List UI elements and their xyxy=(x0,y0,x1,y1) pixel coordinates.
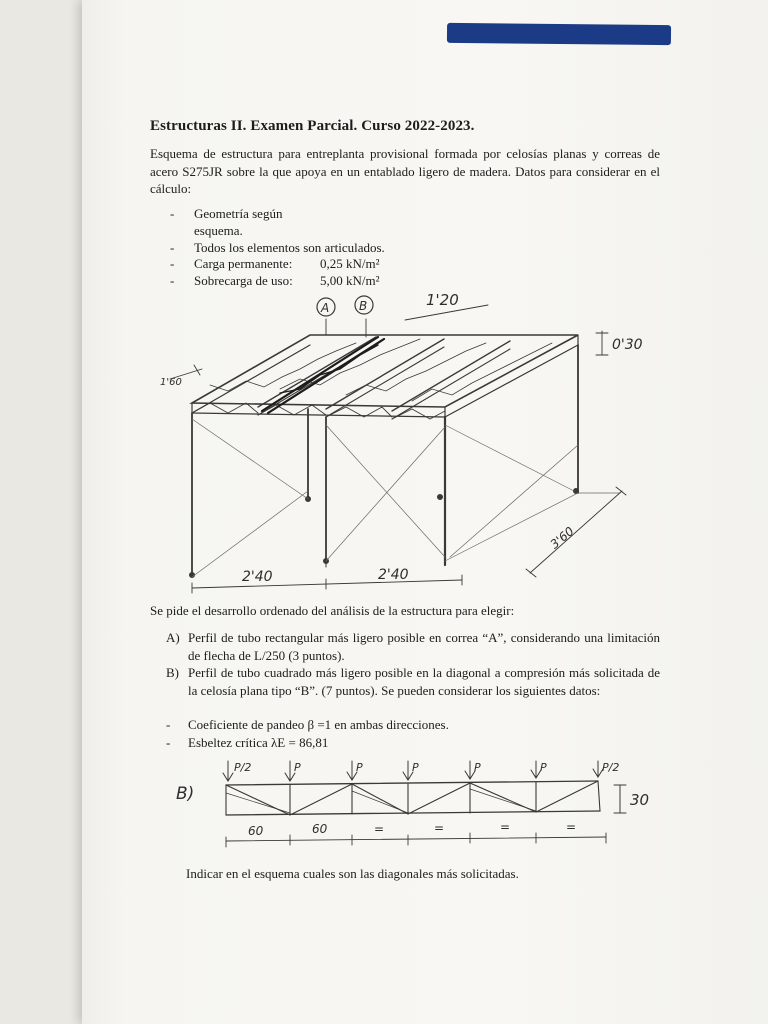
data-item-label: Carga permanente: xyxy=(194,256,293,272)
data-item xyxy=(170,256,385,273)
data-item-value: 5,00 kN/m² xyxy=(320,273,380,289)
dim-top: 1'20 xyxy=(426,291,459,309)
requirement-text: Perfil de tubo cuadrado más ligero posible en la diagonal a compresión más solicitada de la celosía plana tipo “B”. (7 puntos). Se pueden considerar los siguientes datos: xyxy=(188,665,660,698)
requirements-list xyxy=(166,629,660,699)
load-label: P/2 xyxy=(602,761,620,774)
span-dim: = xyxy=(566,820,577,834)
extra-data-list xyxy=(166,716,449,751)
truss-b-sketch xyxy=(170,755,680,855)
span-dim: = xyxy=(374,822,385,836)
load-label: P xyxy=(540,761,547,774)
dim-left: 1'60 xyxy=(160,377,182,388)
data-item-value: 0,25 kN/m² xyxy=(320,256,380,272)
data-item-label: Sobrecarga de uso: xyxy=(194,273,293,289)
load-label: P/2 xyxy=(234,761,252,774)
dim-height: 0'30 xyxy=(612,337,643,353)
extra-item: - Esbeltez crítica λE = 86,81 xyxy=(166,734,449,752)
requirement-label: A) xyxy=(166,630,180,645)
span-dim: 60 xyxy=(248,824,264,838)
label-b: B xyxy=(359,299,368,313)
top-frame xyxy=(192,335,578,407)
span-dim: 60 xyxy=(312,822,328,836)
data-list xyxy=(170,206,385,290)
dim-span-1: 2'40 xyxy=(242,569,273,585)
data-item-label: Geometría según esquema. xyxy=(194,206,283,238)
load-label: P xyxy=(356,761,363,774)
data-item xyxy=(170,240,385,257)
truss-height: 30 xyxy=(630,791,650,809)
data-item xyxy=(170,206,385,240)
closing-note: Indicar en el esquema cuales son las diagonales más solicitadas. xyxy=(186,866,519,881)
dim-span-2: 2'40 xyxy=(378,567,409,583)
request-intro: Se pide el desarrollo ordenado del análisis de la estructura para elegir: xyxy=(150,603,515,618)
dim-depth: 3'60 xyxy=(547,524,577,552)
truss-chords xyxy=(226,781,600,815)
requirement-label: B) xyxy=(166,665,179,681)
span-dim: = xyxy=(500,820,511,834)
requirement-item xyxy=(166,629,660,664)
load-label: P xyxy=(412,761,419,774)
load-label: P xyxy=(474,761,481,774)
data-item-label: Todos los elementos son articulados. xyxy=(194,239,385,255)
label-a: A xyxy=(321,301,330,315)
page-title: Estructuras II. Examen Parcial. Curso 2022-2023. xyxy=(150,118,475,134)
requirement-item xyxy=(166,664,660,699)
truss-label: B) xyxy=(176,784,195,804)
requirement-text: Perfil de tubo rectangular más ligero posible en correa “A”, considerando una limitación de flecha de L/250 (3 puntos). xyxy=(188,630,660,663)
span-dim: = xyxy=(434,821,445,835)
structure-sketch xyxy=(150,285,670,600)
redaction-mark xyxy=(447,23,671,45)
intro-paragraph: Esquema de estructura para entreplanta provisional formada por celosías planas y correas de acero S275JR sobre la que apoya en un entablado ligero de madera. Datos para considerar en el cálculo: xyxy=(150,146,660,197)
extra-item: - Coeficiente de pandeo β =1 en ambas direcciones. xyxy=(166,716,449,734)
load-label: P xyxy=(294,761,301,774)
